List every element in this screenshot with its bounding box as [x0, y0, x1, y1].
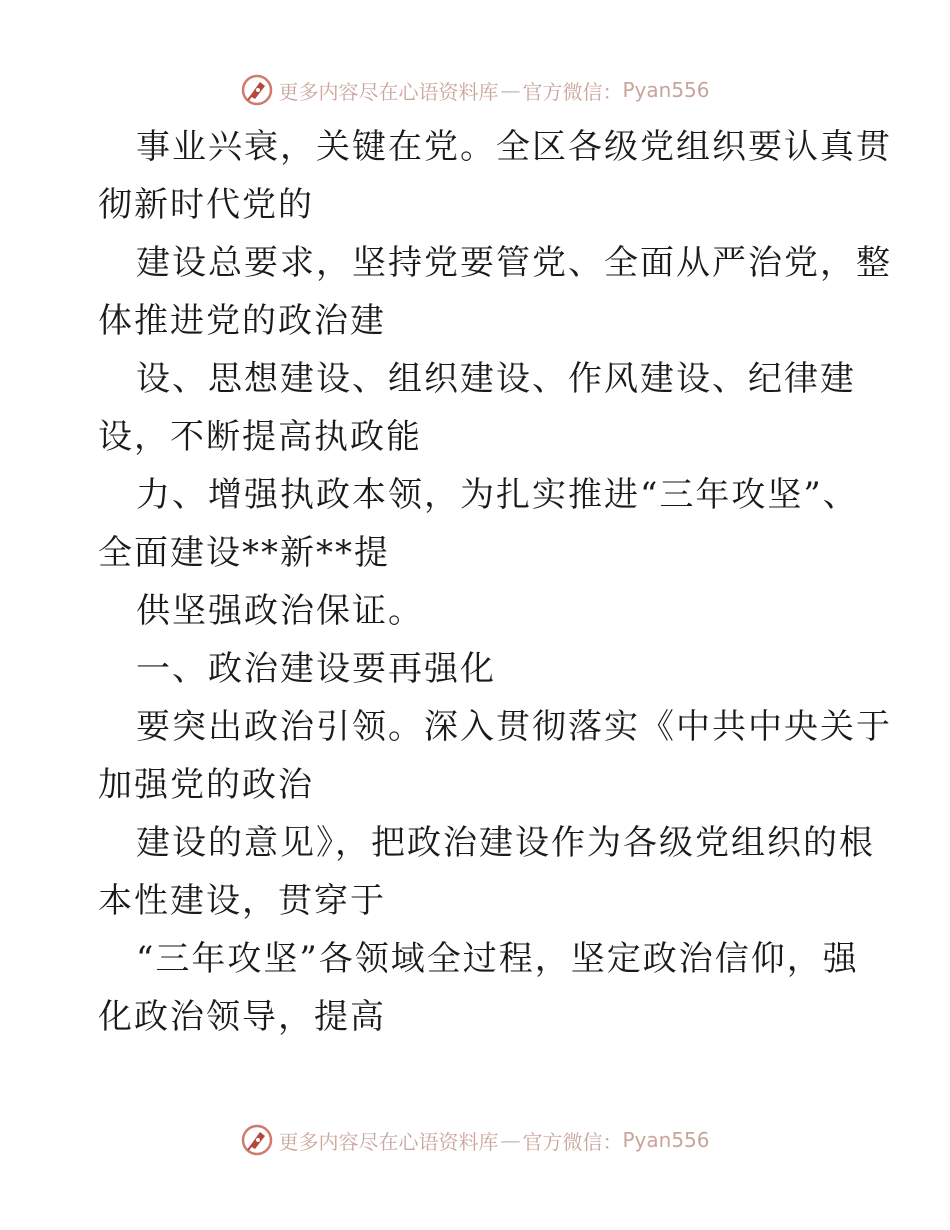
- text-line: 体推进党的政治建: [98, 301, 386, 341]
- text-line: 建设总要求，坚持党要管党、全面从严治党，整: [136, 243, 892, 283]
- text-line: 供坚强政治保证。: [136, 591, 424, 631]
- text-line: 化政治领导，提高: [98, 997, 386, 1037]
- header-watermark: [0, 70, 950, 110]
- text-line: “三年攻坚”各领域全过程，坚定政治信仰，强: [136, 939, 859, 979]
- watermark-site-text: 更多内容尽在心语资料库: [278, 1129, 499, 1154]
- footer-watermark: [0, 1120, 950, 1160]
- watermark-contact-id: Pyan556: [622, 78, 710, 102]
- text-line: 事业兴衰，关键在党。全区各级党组织要认真贯: [136, 127, 892, 167]
- watermark-site-text: 更多内容尽在心语资料库: [278, 79, 499, 104]
- text-line: 设，不断提高执政能: [98, 417, 422, 457]
- text-line: 设、思想建设、组织建设、作风建设、纪律建: [136, 359, 856, 399]
- text-line: 本性建设，贯穿于: [98, 881, 386, 921]
- pen-nib-circle-icon: [240, 73, 274, 107]
- text-line: 全面建设**新**提: [98, 533, 390, 573]
- watermark-contact-label: 官方微信：: [522, 79, 623, 104]
- watermark-separator: —: [500, 1128, 521, 1152]
- text-line: 要突出政治引领。深入贯彻落实《中共中央关于: [136, 707, 892, 747]
- document-body: [98, 118, 892, 1046]
- text-line: 加强党的政治: [98, 765, 314, 805]
- text-line: 建设的意见》，把政治建设作为各级党组织的根: [136, 823, 875, 863]
- watermark-separator: —: [500, 78, 521, 102]
- text-line: 力、增强执政本领，为扎实推进“三年攻坚”、: [136, 475, 859, 515]
- text-line: 彻新时代党的: [98, 185, 314, 225]
- section-heading: 一、政治建设要再强化: [136, 649, 496, 689]
- watermark-contact-label: 官方微信：: [522, 1129, 623, 1154]
- watermark-contact-id: Pyan556: [622, 1128, 710, 1152]
- pen-nib-circle-icon: [240, 1123, 274, 1157]
